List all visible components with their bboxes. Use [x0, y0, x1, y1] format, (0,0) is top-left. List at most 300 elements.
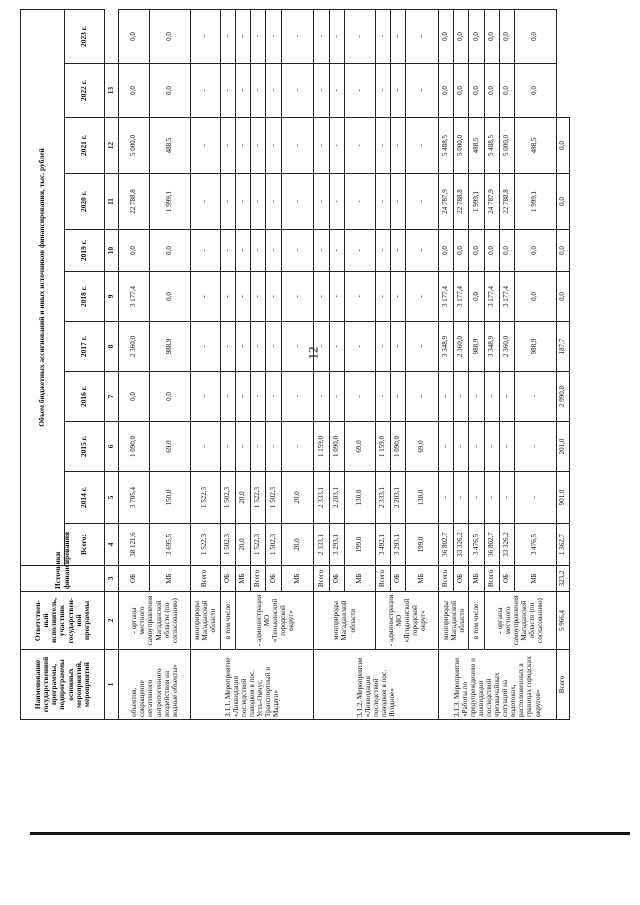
- year-value: 130,0: [345, 472, 376, 524]
- year-value: -: [235, 64, 250, 118]
- header-responsible: Ответствен-ный исполнитель, участник государствен-ной программы: [21, 592, 105, 650]
- year-value: -: [191, 422, 221, 472]
- column-number: 5: [105, 472, 119, 524]
- year-value: 1 362,7: [556, 524, 569, 566]
- year-value: 2 990,8: [556, 372, 569, 422]
- year-value: -: [191, 372, 221, 422]
- year-value: 0,0: [119, 372, 150, 422]
- year-value: 0,0: [499, 64, 514, 118]
- year-value: 1 090,0: [119, 422, 150, 472]
- year-value: -: [266, 118, 281, 174]
- year-value: 0,0: [484, 9, 499, 63]
- funding-source: ОБ: [454, 566, 469, 592]
- total-value: 3 476,5: [515, 524, 556, 566]
- column-number: 8: [105, 322, 119, 372]
- measure-name: 3.1.3. Мероприятие «Работы по предупреждению и ликвидации последствий чрезвычайных ситуаций на водотоках, расположенных в границах городских округов»: [438, 650, 556, 720]
- year-value: -: [220, 422, 235, 472]
- year-value: -: [251, 422, 266, 472]
- year-value: 0,0: [484, 230, 499, 272]
- year-value: 0,0: [119, 230, 150, 272]
- total-value: 33 326,2: [454, 524, 469, 566]
- year-value: 1 522,3: [251, 472, 266, 524]
- year-value: -: [390, 372, 405, 422]
- year-value: 0,0: [556, 174, 569, 230]
- year-value: -: [235, 372, 250, 422]
- year-value: 1 090,0: [329, 422, 344, 472]
- year-value: 0,0: [149, 272, 190, 322]
- year-value: -: [251, 64, 266, 118]
- year-value: -: [329, 230, 344, 272]
- year-value: 187,7: [556, 322, 569, 372]
- total-value: 3 293,1: [390, 524, 405, 566]
- year-value: -: [390, 174, 405, 230]
- year-value: 5 000,0: [454, 118, 469, 174]
- page-number: 12: [305, 346, 321, 360]
- year-value: 0,0: [149, 230, 190, 272]
- year-value: 1 159,0: [375, 422, 390, 472]
- year-value: -: [266, 372, 281, 422]
- year-value: -: [345, 372, 376, 422]
- year-value: -: [235, 174, 250, 230]
- column-number: 9: [105, 272, 119, 322]
- year-value: 0,0: [515, 230, 556, 272]
- year-value: 0,0: [469, 230, 484, 272]
- year-value: -: [191, 64, 221, 118]
- year-value: 69,0: [149, 422, 190, 472]
- table-row: [220, 9, 235, 719]
- year-value: 2 333,1: [314, 472, 329, 524]
- measure-name: 3.1.1. Мероприятие «Ликвидация последствий паводков в пос. Усть-Омчуг, Транспортный и Мадаун»: [191, 650, 314, 720]
- year-value: -: [469, 472, 484, 524]
- total-value: 3 492,1: [375, 524, 390, 566]
- year-value: -: [345, 174, 376, 230]
- year-value: -: [281, 64, 314, 118]
- total-value: 20,0: [281, 524, 314, 566]
- funding-source: МБ: [406, 566, 439, 592]
- year-value: 0,0: [515, 272, 556, 322]
- year-value: -: [406, 64, 439, 118]
- year-value: -: [454, 472, 469, 524]
- year-value: 0,0: [149, 64, 190, 118]
- year-value: -: [251, 322, 266, 372]
- year-value: -: [499, 422, 514, 472]
- year-value: 20,0: [235, 472, 250, 524]
- total-value: 2 333,1: [314, 524, 329, 566]
- year-value: -: [375, 272, 390, 322]
- year-value: 2 333,1: [375, 472, 390, 524]
- year-value: -: [281, 174, 314, 230]
- funding-source: МБ: [469, 566, 484, 592]
- total-value: 1 502,3: [266, 524, 281, 566]
- year-value: -: [375, 230, 390, 272]
- year-value: 0,0: [454, 9, 469, 63]
- year-value: 0,0: [469, 64, 484, 118]
- responsible-executor: минприроды Магаданской области: [314, 592, 375, 650]
- year-value: -: [235, 322, 250, 372]
- year-value: 0,0: [438, 64, 453, 118]
- year-value: 0,0: [556, 272, 569, 322]
- funding-source: ОБ: [329, 566, 344, 592]
- year-value: 0,0: [119, 9, 150, 63]
- year-value: -: [220, 9, 235, 63]
- year-value: -: [438, 372, 453, 422]
- year-value: -: [251, 230, 266, 272]
- year-value: 5 488,5: [438, 118, 453, 174]
- year-value: -: [266, 174, 281, 230]
- total-value: 5 966,4: [556, 592, 569, 650]
- year-value: -: [220, 230, 235, 272]
- header-year: 2021 г.: [65, 118, 105, 174]
- year-value: 69,0: [345, 422, 376, 472]
- year-value: 488,5: [149, 118, 190, 174]
- year-value: 0,0: [515, 9, 556, 63]
- year-value: -: [281, 372, 314, 422]
- year-value: -: [235, 422, 250, 472]
- year-value: -: [515, 472, 556, 524]
- year-value: 3 348,9: [438, 322, 453, 372]
- total-value: 38 121,6: [119, 524, 150, 566]
- year-value: -: [314, 9, 329, 63]
- year-value: 1 159,0: [314, 422, 329, 472]
- year-value: -: [406, 174, 439, 230]
- year-value: -: [329, 272, 344, 322]
- year-value: -: [345, 9, 376, 63]
- responsible-executor: - администрация МО «Тенькинский городской округ»: [235, 592, 314, 650]
- year-value: -: [281, 118, 314, 174]
- year-value: -: [220, 118, 235, 174]
- table-row: [119, 9, 150, 719]
- year-value: -: [499, 472, 514, 524]
- year-value: -: [266, 422, 281, 472]
- total-value: 1 522,3: [191, 524, 221, 566]
- funding-source: Всего: [484, 566, 499, 592]
- year-value: 488,5: [515, 118, 556, 174]
- total-value: 1 522,3: [251, 524, 266, 566]
- year-value: -: [484, 422, 499, 472]
- column-number: 1: [105, 650, 119, 720]
- year-value: -: [191, 230, 221, 272]
- year-value: 2 203,1: [390, 472, 405, 524]
- column-number: 13: [105, 64, 119, 118]
- year-value: -: [515, 372, 556, 422]
- year-value: -: [314, 272, 329, 322]
- year-value: 0,0: [438, 230, 453, 272]
- year-value: -: [345, 118, 376, 174]
- responsible-executor: - администрация МО «Ягоднинский городской округ»: [375, 592, 438, 650]
- funding-source: ОБ: [119, 566, 150, 592]
- year-value: 22 788,8: [499, 174, 514, 230]
- year-value: 901,0: [556, 472, 569, 524]
- year-value: -: [281, 422, 314, 472]
- total-value: 199,0: [406, 524, 439, 566]
- year-value: -: [375, 372, 390, 422]
- year-value: -: [329, 372, 344, 422]
- year-value: -: [191, 9, 221, 63]
- year-value: 201,0: [556, 422, 569, 472]
- year-value: 3 705,4: [119, 472, 150, 524]
- funding-source: Всего: [251, 566, 266, 592]
- header-year: 2017 г.: [65, 322, 105, 372]
- year-value: -: [314, 322, 329, 372]
- year-value: -: [329, 9, 344, 63]
- year-value: 0,0: [515, 64, 556, 118]
- column-number: 3: [105, 566, 119, 592]
- year-value: 0,0: [469, 9, 484, 63]
- total-value: 20,0: [235, 524, 250, 566]
- year-value: 1 522,3: [191, 472, 221, 524]
- year-value: -: [390, 118, 405, 174]
- total-value: 3 293,1: [329, 524, 344, 566]
- year-value: 0,0: [149, 372, 190, 422]
- year-value: 1 999,1: [469, 174, 484, 230]
- year-value: -: [191, 322, 221, 372]
- responsible-executor: - органы местного самоуправления Магаданской области (по согласованию): [119, 592, 191, 650]
- year-value: -: [375, 118, 390, 174]
- year-value: 0,0: [484, 64, 499, 118]
- year-value: 988,9: [149, 322, 190, 372]
- year-value: 1 502,3: [266, 472, 281, 524]
- total-value: 1 502,3: [220, 524, 235, 566]
- year-value: 22 788,8: [119, 174, 150, 230]
- total-value: 199,0: [345, 524, 376, 566]
- year-value: -: [266, 272, 281, 322]
- year-value: 2 360,0: [454, 322, 469, 372]
- year-value: -: [329, 174, 344, 230]
- funding-source: Всего: [375, 566, 390, 592]
- year-value: 0,0: [556, 230, 569, 272]
- year-value: -: [191, 118, 221, 174]
- year-value: 323,2: [556, 566, 569, 592]
- responsible-executor: в том числе:: [220, 592, 235, 650]
- table-row: [191, 9, 221, 719]
- year-value: -: [266, 322, 281, 372]
- table-row: [469, 9, 484, 719]
- header-year: 2019 г.: [65, 230, 105, 272]
- year-value: -: [375, 174, 390, 230]
- responsible-executor: минприроды Магаданской области: [191, 592, 221, 650]
- year-value: 988,9: [515, 322, 556, 372]
- funding-source: Всего: [314, 566, 329, 592]
- year-value: -: [454, 422, 469, 472]
- year-value: -: [281, 272, 314, 322]
- year-value: -: [220, 372, 235, 422]
- funding-source: МБ: [149, 566, 190, 592]
- year-value: -: [469, 422, 484, 472]
- year-value: 3 177,4: [438, 272, 453, 322]
- year-value: -: [235, 118, 250, 174]
- year-value: 1 090,0: [390, 422, 405, 472]
- table-row: [438, 9, 453, 719]
- year-value: -: [345, 322, 376, 372]
- funding-source: Всего: [438, 566, 453, 592]
- measure-name: объектов, сокращение негативного антропогенного воздействия на водные объекты»: [119, 650, 191, 720]
- year-value: -: [329, 64, 344, 118]
- year-value: 5 000,0: [499, 118, 514, 174]
- column-number: 7: [105, 372, 119, 422]
- year-value: -: [390, 272, 405, 322]
- year-value: -: [220, 174, 235, 230]
- header-year: 2014 г.: [65, 472, 105, 524]
- year-value: -: [406, 230, 439, 272]
- funding-source: ОБ: [266, 566, 281, 592]
- year-value: 5 000,0: [119, 118, 150, 174]
- year-value: -: [314, 118, 329, 174]
- year-value: 1 502,3: [220, 472, 235, 524]
- year-value: -: [469, 372, 484, 422]
- year-value: -: [191, 174, 221, 230]
- year-value: -: [515, 422, 556, 472]
- year-value: -: [235, 272, 250, 322]
- measure-name: 3.1.2. Мероприятие «Ликвидация последствий паводков в пос. Ягодное»: [314, 650, 438, 720]
- funding-source: МБ: [281, 566, 314, 592]
- header-year: 2022 г.: [65, 64, 105, 118]
- rotated-table-wrapper: [20, 10, 570, 720]
- year-value: 0,0: [469, 272, 484, 322]
- year-value: 0,0: [454, 64, 469, 118]
- header-year: 2016 г.: [65, 372, 105, 422]
- year-value: -: [220, 272, 235, 322]
- year-value: 0,0: [556, 118, 569, 174]
- header-name: Наименование государственной программы, подпрограммы основных мероприятий, мероприятий: [21, 650, 105, 720]
- year-value: 1 999,1: [149, 174, 190, 230]
- table-row: [375, 9, 390, 719]
- year-value: 0,0: [149, 9, 190, 63]
- year-value: -: [314, 372, 329, 422]
- funding-table: [20, 9, 570, 720]
- year-value: 22 788,8: [454, 174, 469, 230]
- year-value: 3 177,4: [499, 272, 514, 322]
- year-value: -: [406, 322, 439, 372]
- year-value: 988,9: [469, 322, 484, 372]
- header-total: Всего:: [65, 524, 105, 566]
- funding-source: МБ: [235, 566, 250, 592]
- year-value: -: [454, 372, 469, 422]
- funding-source: Всего: [191, 566, 221, 592]
- year-value: -: [235, 9, 250, 63]
- year-value: -: [281, 9, 314, 63]
- column-number: 4: [105, 524, 119, 566]
- responsible-executor: в том числе:: [469, 592, 484, 650]
- year-value: 3 177,4: [119, 272, 150, 322]
- year-value: -: [314, 174, 329, 230]
- year-value: -: [329, 322, 344, 372]
- year-value: 3 348,9: [484, 322, 499, 372]
- year-value: -: [438, 472, 453, 524]
- year-value: -: [484, 372, 499, 422]
- year-value: -: [266, 64, 281, 118]
- header-year: 2018 г.: [65, 272, 105, 322]
- year-value: 24 787,9: [438, 174, 453, 230]
- funding-source: МБ: [345, 566, 376, 592]
- funding-source: ОБ: [390, 566, 405, 592]
- header-funding-group: Объем бюджетных ассигнований и иных источников финансирования, тыс. рублей: [21, 9, 65, 565]
- year-value: -: [406, 272, 439, 322]
- column-number: 11: [105, 174, 119, 230]
- year-value: -: [251, 372, 266, 422]
- year-value: -: [390, 230, 405, 272]
- column-number: 2: [105, 592, 119, 650]
- year-value: -: [438, 422, 453, 472]
- year-value: -: [251, 174, 266, 230]
- year-value: -: [499, 372, 514, 422]
- responsible-executor: - органы местного самоуправления Магаданской области (по согласованию): [484, 592, 556, 650]
- year-value: -: [406, 9, 439, 63]
- year-value: 3 177,4: [454, 272, 469, 322]
- year-value: 3 177,4: [484, 272, 499, 322]
- total-value: 3 476,5: [469, 524, 484, 566]
- funding-source: ОБ: [499, 566, 514, 592]
- funding-source: ОБ: [220, 566, 235, 592]
- table-row: [484, 9, 499, 719]
- year-value: -: [390, 322, 405, 372]
- year-value: 150,0: [149, 472, 190, 524]
- year-value: 0,0: [499, 230, 514, 272]
- year-value: -: [406, 372, 439, 422]
- responsible-executor: минприроды Магаданской области: [438, 592, 469, 650]
- year-value: 488,5: [469, 118, 484, 174]
- year-value: 2 360,0: [499, 322, 514, 372]
- year-value: -: [251, 118, 266, 174]
- year-value: -: [220, 64, 235, 118]
- year-value: -: [484, 472, 499, 524]
- year-value: -: [375, 9, 390, 63]
- year-value: 0,0: [499, 9, 514, 63]
- year-value: -: [235, 230, 250, 272]
- header-year: 2015 г.: [65, 422, 105, 472]
- year-value: -: [375, 322, 390, 372]
- year-value: 69,0: [406, 422, 439, 472]
- column-number: 6: [105, 422, 119, 472]
- year-value: 1 999,1: [515, 174, 556, 230]
- header-source: Источники финансирования: [21, 566, 105, 592]
- total-value: 36 802,7: [438, 524, 453, 566]
- year-value: -: [281, 322, 314, 372]
- funding-source: МБ: [515, 566, 556, 592]
- column-number: 10: [105, 230, 119, 272]
- year-value: -: [251, 9, 266, 63]
- year-value: 2 360,0: [119, 322, 150, 372]
- header-year: 2023 г.: [65, 9, 105, 63]
- table-row: [314, 9, 329, 719]
- table-row: [556, 9, 569, 719]
- year-value: -: [266, 9, 281, 63]
- year-value: -: [375, 64, 390, 118]
- total-value: 3 695,5: [149, 524, 190, 566]
- year-value: 130,0: [406, 472, 439, 524]
- year-value: -: [266, 230, 281, 272]
- year-value: -: [345, 272, 376, 322]
- year-value: -: [220, 322, 235, 372]
- year-value: 0,0: [119, 64, 150, 118]
- year-value: 5 488,5: [484, 118, 499, 174]
- year-value: -: [345, 64, 376, 118]
- year-value: -: [314, 230, 329, 272]
- year-value: -: [345, 230, 376, 272]
- year-value: -: [390, 64, 405, 118]
- year-value: 2 203,1: [329, 472, 344, 524]
- year-value: 24 787,9: [484, 174, 499, 230]
- funding-source: Всего: [556, 650, 569, 720]
- table-row: [235, 9, 250, 719]
- separator-line: [30, 832, 630, 835]
- year-value: -: [390, 9, 405, 63]
- year-value: -: [329, 118, 344, 174]
- year-value: -: [406, 118, 439, 174]
- column-number: 12: [105, 118, 119, 174]
- header-year: 2020 г.: [65, 174, 105, 230]
- year-value: -: [314, 64, 329, 118]
- year-value: 0,0: [454, 230, 469, 272]
